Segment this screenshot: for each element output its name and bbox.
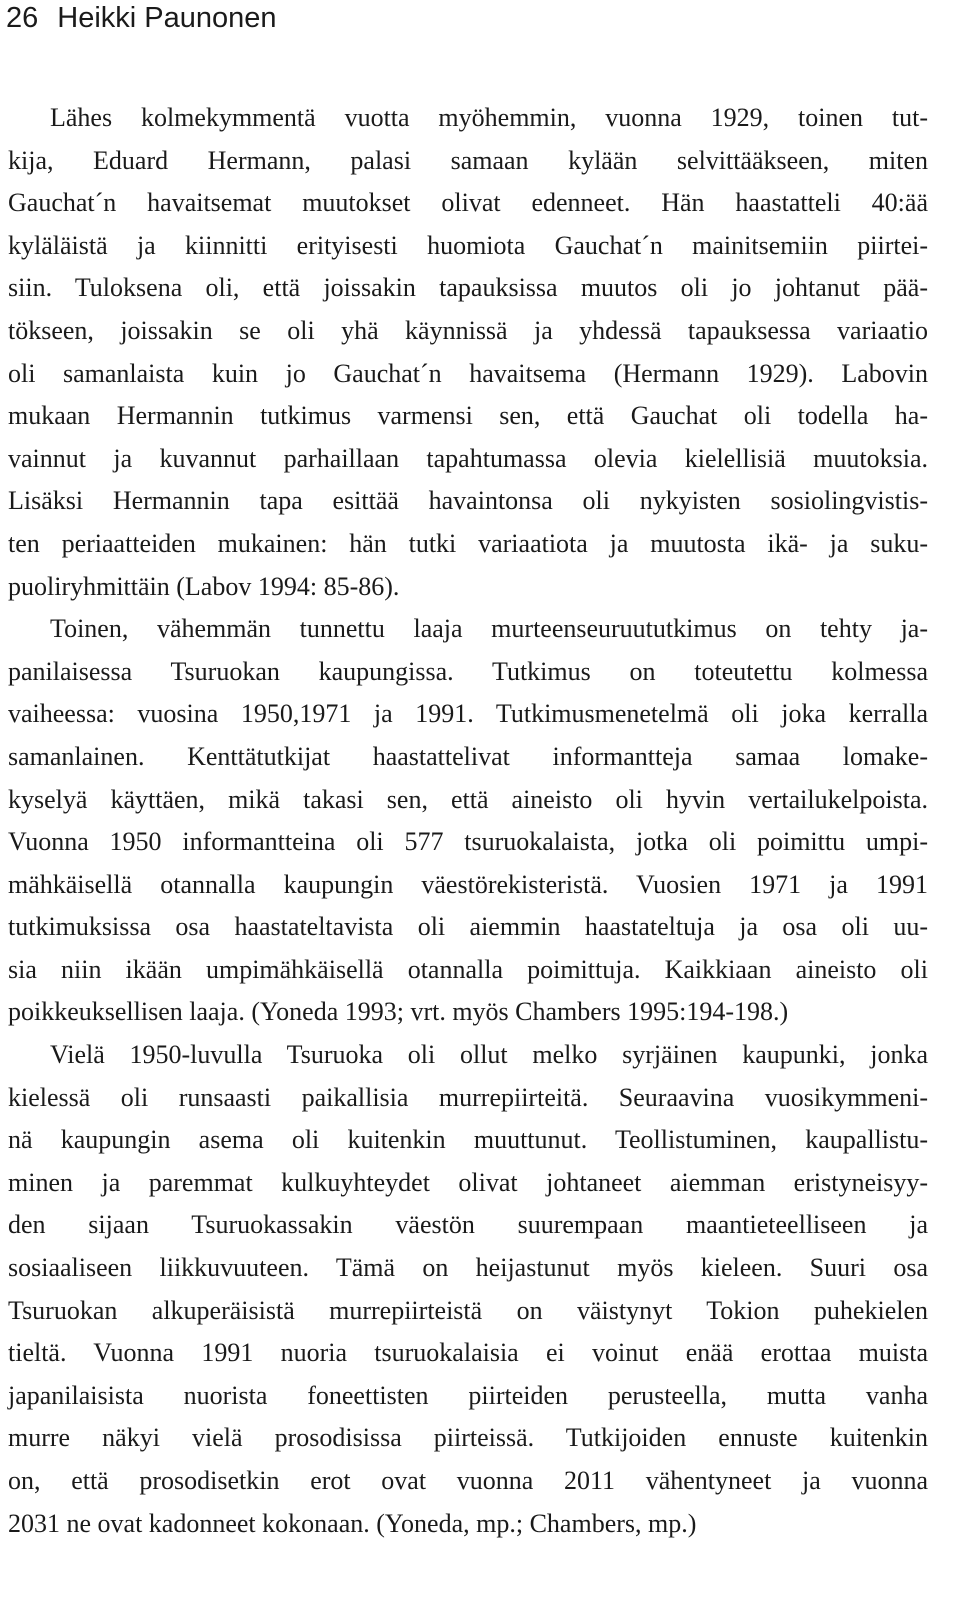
text-line: Tsuruokan alkuperäisistä murrepiirteistä on väistynyt Tokion puhekielen xyxy=(8,1295,928,1325)
text-line: 2031 ne ovat kadonneet kokonaan. (Yoneda, mp.; Chambers, mp.) xyxy=(8,1508,697,1538)
text-line: kija, Eduard Hermann, palasi samaan kylään selvittääkseen, miten xyxy=(8,145,928,175)
text-line: Lähes kolmekymmentä vuotta myöhemmin, vuonna 1929, toinen tut- xyxy=(50,103,928,132)
paragraph-1 xyxy=(8,97,928,608)
text-line: den sijaan Tsuruokassakin väestön suurempaan maantieteelliseen ja xyxy=(8,1210,928,1240)
text-line: tutkimuksissa osa haastateltavista oli aiemmin haastateltuja ja osa oli uu- xyxy=(8,912,928,942)
text-line: Toinen, vähemmän tunnettu laaja murteenseuruututkimus on tehty ja- xyxy=(50,614,928,644)
paragraph-3 xyxy=(8,1034,928,1545)
text-line: tieltä. Vuonna 1991 nuoria tsuruokalaisia ei voinut enää erottaa muista xyxy=(8,1338,928,1368)
text-line: Gauchat´n havaitsemat muutokset olivat edenneet. Hän haastatteli 40:ää xyxy=(8,188,928,218)
text-line: puoliryhmittäin (Labov 1994: 85-86). xyxy=(8,571,400,601)
text-line: kyläläistä ja kiinnitti erityisesti huomiota Gauchat´n mainitsemiin piirtei- xyxy=(8,230,928,260)
text-line: sia niin ikään umpimähkäisellä otannalla poimittuja. Kaikkiaan aineisto oli xyxy=(8,954,928,984)
text-line: mähkäisellä otannalla kaupungin väestörekisteristä. Vuosien 1971 ja 1991 xyxy=(8,869,928,899)
text-line: samanlainen. Kenttätutkijat haastattelivat informantteja samaa lomake- xyxy=(8,741,928,771)
text-line: nä kaupungin asema oli kuitenkin muuttunut. Teollistuminen, kaupallistu- xyxy=(8,1125,928,1155)
text-line: siin. Tuloksena oli, että joissakin tapauksissa muutos oli jo johtanut pää- xyxy=(8,273,928,303)
text-line: Lisäksi Hermannin tapa esittää havaintonsa oli nykyisten sosiolingvistis- xyxy=(8,486,928,516)
paragraph-2 xyxy=(8,608,928,1034)
text-line: murre näkyi vielä prosodisissa piirteissä. Tutkijoiden ennuste kuitenkin xyxy=(8,1423,928,1453)
text-line: japanilaisista nuorista foneettisten piirteiden perusteella, mutta vanha xyxy=(8,1380,928,1410)
text-line: kielessä oli runsaasti paikallisia murrepiirteitä. Seuraavina vuosikymmeni- xyxy=(8,1082,928,1112)
text-line: mukaan Hermannin tutkimus varmensi sen, että Gauchat oli todella ha- xyxy=(8,401,928,431)
text-line: minen ja paremmat kulkuyhteydet olivat johtaneet aiemman eristyneisyy- xyxy=(8,1167,928,1197)
text-line: oli samanlaista kuin jo Gauchat´n havaitsema (Hermann 1929). Labovin xyxy=(8,358,928,388)
author-name: Heikki Paunonen xyxy=(57,2,277,34)
text-line: Vuonna 1950 informantteina oli 577 tsuruokalaista, jotka oli poimittu umpi- xyxy=(8,827,928,857)
text-line: sosiaaliseen liikkuvuuteen. Tämä on heijastunut myös kieleen. Suuri osa xyxy=(8,1253,928,1283)
page-number: 26 xyxy=(6,2,39,34)
text-line: kyselyä käyttäen, mikä takasi sen, että aineisto oli hyvin vertailukelpoista. xyxy=(8,784,928,814)
running-header xyxy=(6,0,277,36)
body-text xyxy=(8,97,928,1545)
text-line: vainnut ja kuvannut parhaillaan tapahtumassa olevia kielellisiä muutoksia. xyxy=(8,443,928,473)
text-line: tökseen, joissakin se oli yhä käynnissä ja yhdessä tapauksessa variaatio xyxy=(8,315,928,345)
text-line: Vielä 1950-luvulla Tsuruoka oli ollut melko syrjäinen kaupunki, jonka xyxy=(50,1040,928,1070)
text-line: ten periaatteiden mukainen: hän tutki variaatiota ja muutosta ikä- ja suku- xyxy=(8,528,928,558)
text-line: vaiheessa: vuosina 1950,1971 ja 1991. Tutkimusmenetelmä oli joka kerralla xyxy=(8,699,928,729)
text-line: panilaisessa Tsuruokan kaupungissa. Tutkimus on toteutettu kolmessa xyxy=(8,656,928,686)
text-line: on, että prosodisetkin erot ovat vuonna 2011 vähentyneet ja vuonna xyxy=(8,1466,928,1495)
text-line: poikkeuksellisen laaja. (Yoneda 1993; vrt. myös Chambers 1995:194-198.) xyxy=(8,997,789,1027)
